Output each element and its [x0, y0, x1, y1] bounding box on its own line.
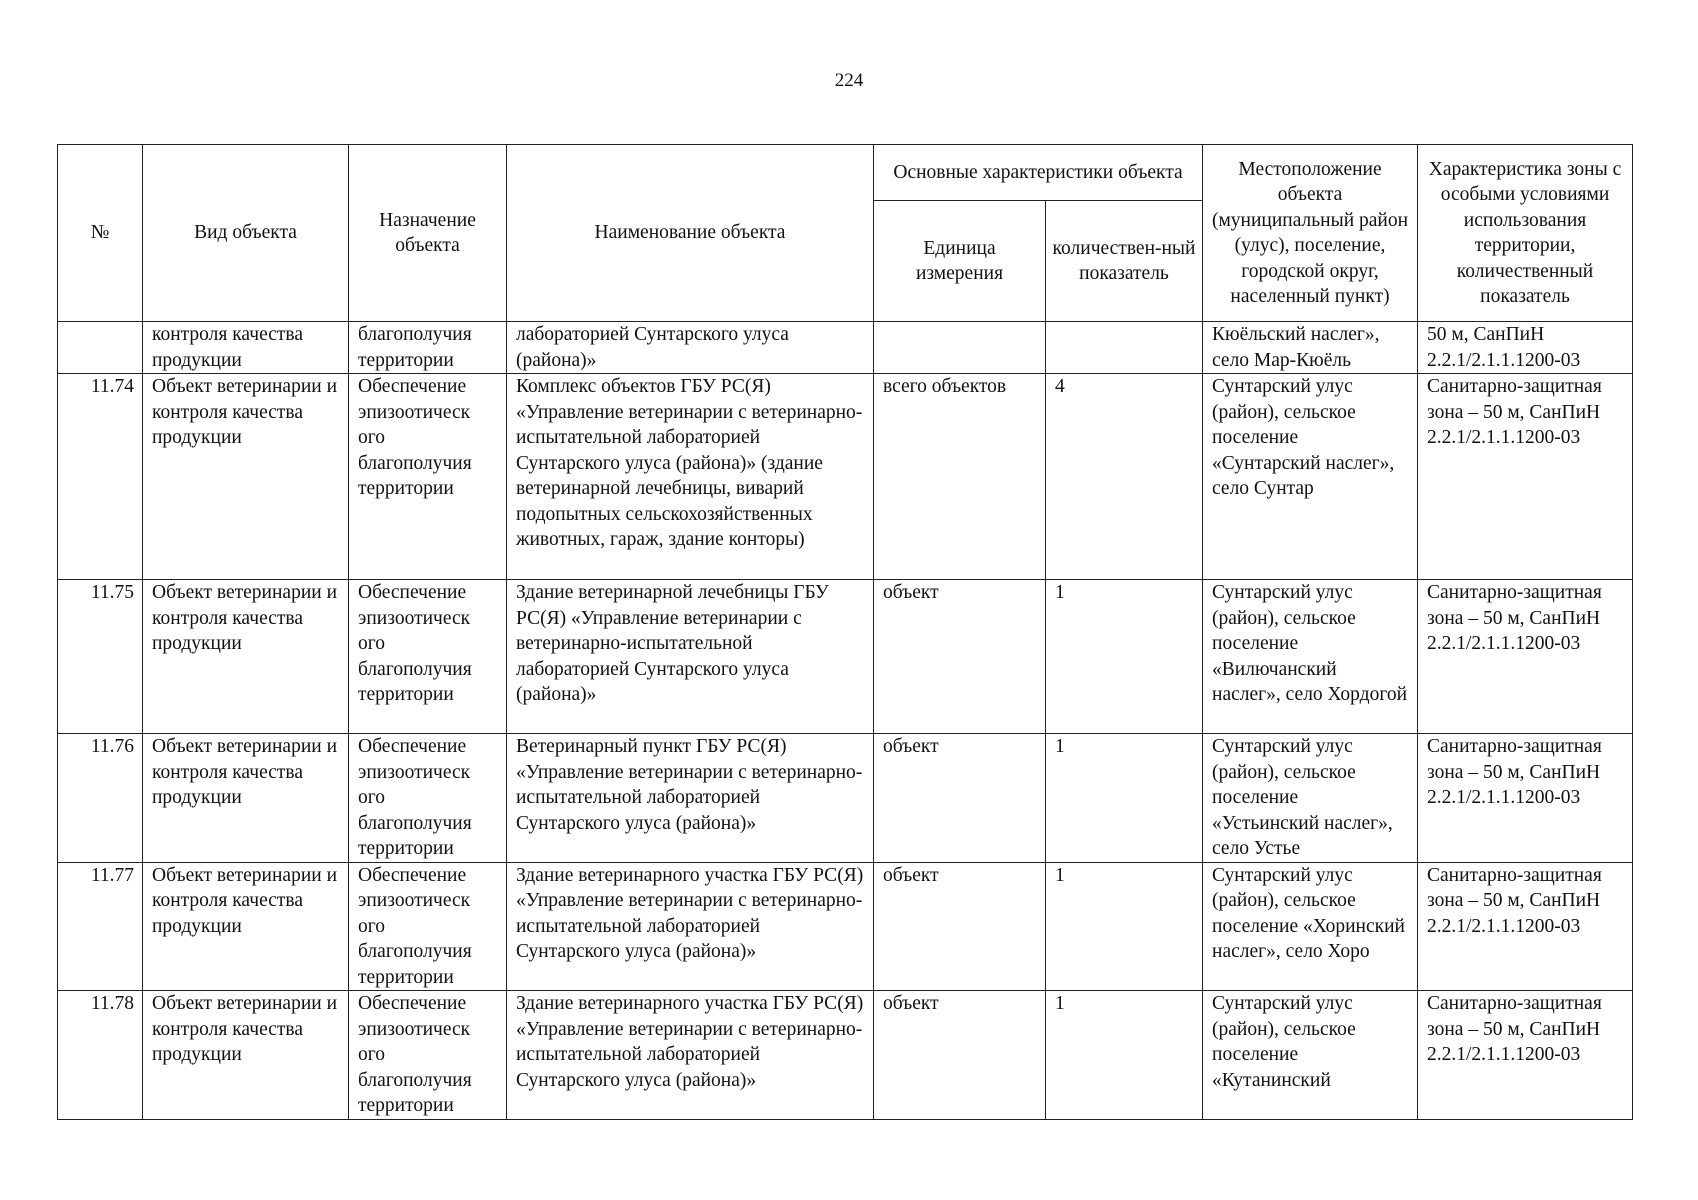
cell-object-name: лабораторией Сунтарского улуса (района)» — [507, 322, 874, 374]
cell-location: Сунтарский улус (район), сельское поселение «Кутанинский — [1203, 991, 1418, 1120]
cell-location: Сунтарский улус (район), сельское поселение «Вилючанский наслег», село Хордогой — [1203, 580, 1418, 734]
table-row — [58, 862, 1633, 991]
cell-unit: всего объектов — [874, 374, 1046, 580]
cell-zone: Санитарно-защитная зона – 50 м, СанПиН 2.2.1/2.1.1.1200-03 — [1418, 374, 1633, 580]
cell-num: 11.76 — [58, 734, 143, 863]
header-quantity: количествен-ный показатель — [1046, 201, 1203, 322]
page-number: 224 — [834, 70, 864, 91]
header-num: № — [58, 145, 143, 322]
cell-num: 11.74 — [58, 374, 143, 580]
cell-object-type: Объект ветеринарии и контроля качества продукции — [143, 734, 349, 863]
cell-object-type: Объект ветеринарии и контроля качества продукции — [143, 862, 349, 991]
cell-object-name: Ветеринарный пункт ГБУ РС(Я) «Управление ветеринарии с ветеринарно-испытательной лабораторией Сунтарского улуса (района)» — [507, 734, 874, 863]
cell-quantity: 1 — [1046, 580, 1203, 734]
header-characteristics: Основные характеристики объекта — [874, 145, 1203, 201]
cell-quantity: 4 — [1046, 374, 1203, 580]
cell-object-name: Комплекс объектов ГБУ РС(Я) «Управление ветеринарии с ветеринарно-испытательной лабораторией Сунтарского улуса (района)» (здание ветеринарной лечебницы, виварий подопытных сельскохозяйственных животных, гараж, здание конторы) — [507, 374, 874, 580]
cell-object-type: Объект ветеринарии и контроля качества продукции — [143, 580, 349, 734]
cell-location: Кюёльский наслег», село Мар-Кюёль — [1203, 322, 1418, 374]
cell-quantity — [1046, 322, 1203, 374]
table-row-continuation — [58, 322, 1633, 374]
cell-purpose: Обеспечение эпизоотическ ого благополучия территории — [349, 374, 507, 580]
cell-object-type: Объект ветеринарии и контроля качества продукции — [143, 374, 349, 580]
cell-unit: объект — [874, 734, 1046, 863]
cell-purpose: Обеспечение эпизоотическ ого благополучия территории — [349, 734, 507, 863]
header-location: Местоположение объекта (муниципальный район (улус), поселение, городской округ, населенный пункт) — [1203, 145, 1418, 322]
header-purpose: Назначение объекта — [349, 145, 507, 322]
cell-location: Сунтарский улус (район), сельское поселение «Сунтарский наслег», село Сунтар — [1203, 374, 1418, 580]
header-object-type: Вид объекта — [143, 145, 349, 322]
cell-num: 11.77 — [58, 862, 143, 991]
header-zone: Характеристика зоны с особыми условиями использования территории, количественный показатель — [1418, 145, 1633, 322]
cell-object-type: контроля качества продукции — [143, 322, 349, 374]
cell-num — [58, 322, 143, 374]
table-row — [58, 991, 1633, 1120]
cell-num: 11.78 — [58, 991, 143, 1120]
cell-purpose: благополучия территории — [349, 322, 507, 374]
cell-unit: объект — [874, 862, 1046, 991]
cell-zone: Санитарно-защитная зона – 50 м, СанПиН 2.2.1/2.1.1.1200-03 — [1418, 862, 1633, 991]
cell-zone: 50 м, СанПиН 2.2.1/2.1.1.1200-03 — [1418, 322, 1633, 374]
cell-purpose: Обеспечение эпизоотическ ого благополучия территории — [349, 991, 507, 1120]
cell-object-name: Здание ветеринарного участка ГБУ РС(Я) «Управление ветеринарии с ветеринарно-испытательной лабораторией Сунтарского улуса (района)» — [507, 991, 874, 1120]
cell-purpose: Обеспечение эпизоотическ ого благополучия территории — [349, 580, 507, 734]
cell-location: Сунтарский улус (район), сельское поселение «Хоринский наслег», село Хоро — [1203, 862, 1418, 991]
cell-quantity: 1 — [1046, 862, 1203, 991]
table-header-row — [58, 145, 1633, 201]
cell-quantity: 1 — [1046, 991, 1203, 1120]
table-row — [58, 374, 1633, 580]
cell-object-name: Здание ветеринарного участка ГБУ РС(Я) «Управление ветеринарии с ветеринарно-испытательной лабораторией Сунтарского улуса (района)» — [507, 862, 874, 991]
cell-object-type: Объект ветеринарии и контроля качества продукции — [143, 991, 349, 1120]
table-row — [58, 734, 1633, 863]
cell-zone: Санитарно-защитная зона – 50 м, СанПиН 2.2.1/2.1.1.1200-03 — [1418, 734, 1633, 863]
cell-quantity: 1 — [1046, 734, 1203, 863]
cell-purpose: Обеспечение эпизоотическ ого благополучия территории — [349, 862, 507, 991]
cell-unit: объект — [874, 580, 1046, 734]
header-unit: Единица измерения — [874, 201, 1046, 322]
cell-location: Сунтарский улус (район), сельское поселение «Устьинский наслег», село Устье — [1203, 734, 1418, 863]
header-object-name: Наименование объекта — [507, 145, 874, 322]
table-row — [58, 580, 1633, 734]
cell-num: 11.75 — [58, 580, 143, 734]
cell-unit: объект — [874, 991, 1046, 1120]
objects-table — [57, 144, 1633, 1120]
cell-zone: Санитарно-защитная зона – 50 м, СанПиН 2.2.1/2.1.1.1200-03 — [1418, 991, 1633, 1120]
cell-object-name: Здание ветеринарной лечебницы ГБУ РС(Я) «Управление ветеринарии с ветеринарно-испытательной лабораторией Сунтарского улуса (района)» — [507, 580, 874, 734]
cell-zone: Санитарно-защитная зона – 50 м, СанПиН 2.2.1/2.1.1.1200-03 — [1418, 580, 1633, 734]
cell-unit — [874, 322, 1046, 374]
